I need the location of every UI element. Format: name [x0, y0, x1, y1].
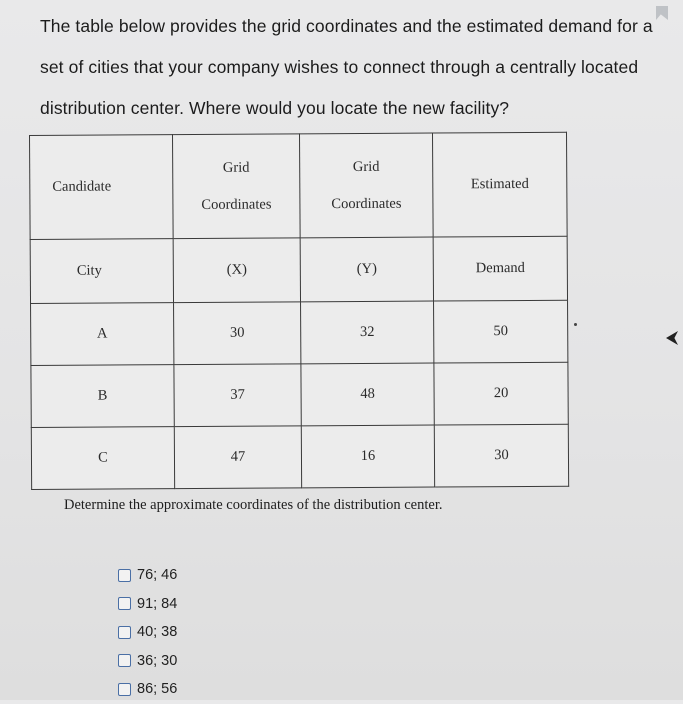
header-grid-x-top: Grid	[222, 159, 250, 176]
option-label: 76; 46	[137, 567, 178, 584]
header-grid-x-bottom: Coordinates	[201, 196, 272, 213]
mouse-cursor-icon	[666, 331, 678, 345]
x-cell: 37	[174, 364, 301, 427]
y-cell: 48	[301, 363, 434, 426]
option-label: 40; 38	[137, 624, 178, 641]
header-grid-x	[173, 134, 301, 239]
question-text	[40, 6, 670, 129]
checkbox[interactable]	[118, 597, 131, 610]
data-table	[29, 132, 569, 490]
subheader-x: (X)	[173, 238, 300, 303]
header-candidate: Candidate	[30, 135, 174, 240]
x-cell: 47	[174, 426, 301, 489]
option-86-56[interactable]	[118, 675, 177, 704]
checkbox[interactable]	[118, 569, 131, 582]
table-subheader-row	[30, 236, 567, 303]
option-76-46[interactable]	[118, 561, 177, 590]
table-row	[31, 424, 568, 489]
header-grid-y-top: Grid	[352, 158, 380, 175]
instruction-text: Determine the approximate coordinates of the distribution center.	[64, 497, 443, 513]
option-91-84[interactable]	[118, 590, 177, 619]
header-estimated: Estimated	[432, 132, 567, 237]
option-label: 36; 30	[137, 652, 178, 669]
option-label: 91; 84	[137, 595, 178, 612]
demand-cell: 20	[434, 362, 568, 425]
option-40-38[interactable]	[118, 618, 177, 647]
city-cell: A	[31, 303, 174, 366]
city-cell: B	[31, 365, 174, 428]
subheader-city: City	[30, 239, 173, 304]
table-row	[31, 300, 568, 365]
city-cell: C	[31, 427, 174, 490]
question-line-1: The table below provides the grid coordinates and the estimated demand for a	[40, 16, 653, 36]
checkbox[interactable]	[118, 683, 131, 696]
question-line-2: set of cities that your company wishes to connect through a centrally located	[40, 57, 639, 77]
option-36-30[interactable]	[118, 647, 177, 676]
stray-dot	[574, 323, 577, 326]
question-line-3: distribution center. Where would you locate the new facility?	[40, 98, 510, 118]
y-cell: 16	[301, 425, 434, 488]
checkbox[interactable]	[118, 654, 131, 667]
x-cell: 30	[174, 302, 301, 365]
demand-cell: 30	[434, 424, 568, 487]
option-label: 86; 56	[137, 681, 178, 698]
y-cell: 32	[301, 301, 434, 364]
table-header-row	[30, 132, 568, 239]
checkbox[interactable]	[118, 626, 131, 639]
answer-options	[118, 561, 177, 704]
subheader-y: (Y)	[300, 237, 433, 302]
table-row	[31, 362, 568, 427]
subheader-demand: Demand	[433, 236, 567, 301]
demand-cell: 50	[434, 300, 568, 363]
header-grid-y	[299, 133, 433, 238]
header-grid-y-bottom: Coordinates	[331, 195, 402, 212]
